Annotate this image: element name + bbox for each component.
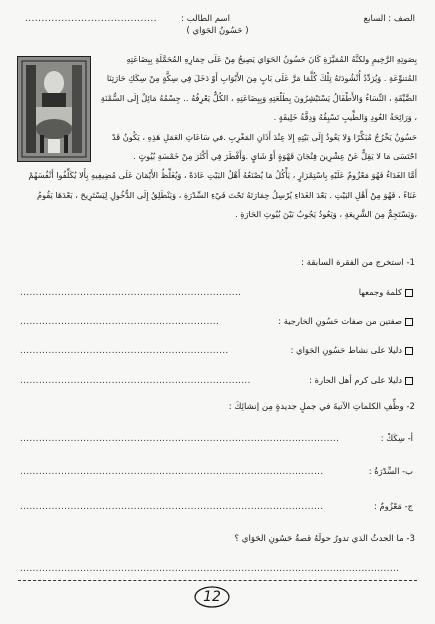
student-name-label: اسم الطالب : <box>181 14 230 24</box>
grade-label: الصف : السابع <box>363 14 415 24</box>
answer-line[interactable]: ........................................................................................................................ <box>20 563 400 573</box>
q1-item-label: صفتين من صفات حَسُونِ الخارجية : <box>278 316 402 326</box>
answer-line[interactable]: ......................................................................... <box>20 375 251 385</box>
question-2-title: 2- وظِّفِ الكلماتِ الآتيةَ في جملٍ جديدةٍ مِن إنشائِكَ : <box>228 402 415 412</box>
passage-paragraph-2: حَسُونُ يَخْرُجُ مُبَكِّرًا وَلا يَعُودُ إِلَى بَيْتِهِ إِلا عِنْدَ أَذَانِ المَغْرِبِ .في سَاعَاتِ العَمَلِ هَذِهِ ، يَكُونُ قَدْ احْتَسَى مَا لا يَقِلُّ عَنْ عِشْرِينَ فِنْجَانَ قَهْوَةٍ أَوْ شَايٍ .وَأَفْطَرَ فِي أَكْثَرَ مِنْ خَمْسَةِ بُيُوتٍ . <box>111 131 417 162</box>
divider <box>18 580 417 581</box>
answer-line[interactable]: ..................................................................................................... <box>20 433 340 443</box>
q2-item <box>20 433 413 447</box>
vendor-donkey-photo-icon <box>18 57 90 161</box>
q1-item-label: دليلا على كرم أهل الحارة : <box>309 375 402 385</box>
answer-line[interactable]: .................................................................. <box>20 345 229 355</box>
q2-item-label: ج- مَعْزُومٌ : <box>374 501 413 511</box>
question-1-title: 1- استخرج من الفقرة السابقة : <box>301 258 415 268</box>
q1-item <box>20 287 413 301</box>
q2-item-label: أ- سِكَكْ : <box>380 433 413 443</box>
page-number-text: 12 <box>203 589 221 605</box>
answer-line[interactable]: ................................................................................................ <box>20 466 324 476</box>
page-number <box>193 586 231 608</box>
q1-item-label: دليلا على نشاط حَسُونِ الحَوَاي : <box>290 345 402 355</box>
q3-answer <box>20 563 413 577</box>
bullet-box-icon <box>405 318 413 326</box>
q1-item <box>20 316 413 330</box>
answer-line[interactable]: ...................................................................... <box>20 287 242 297</box>
answer-line[interactable]: ................................................................................................ <box>20 501 324 511</box>
passage-paragraph-1: بِصَوتِهِ الرَّخِيمِ ولكنَّهُ المُمَيَّزَةِ كَانَ حَسُونُ الحَوَاي يَصِيحُ مِنْ عَلَى حِمَارِهِ المُحَمَّلَةِ بِبِضَاعَتِهِ المُتنوِّعَةِ . وَيُرَدِّدُ أُنْشُودَتَهُ تِلْكَ كُلَّمَا مَرَّ عَلَى بَابٍ مِنَ الأَبْوَابِ أَوْ دَخَلَ فِي سِكَّةٍ مِنْ سِكَكِ حَارَتِنَا الضَّيِّقَةِ ، النِّسَاءُ وَالأَطْفَالُ يَسْتَبْشِرُونَ بِطَلْعَتِهِ وَبِبِضَاعَتِهِ ، الكُلُّ يَعْرِفُهُ .. جِسْمُهُ مَائِلٌ إِلَى السُّمْنَةِ ، وَرَائِحَةُ العُودِ وَالطِّيبِ تَسْبِقُهُ وَدِقَّةُ خَلِيقَةٍ . <box>100 54 417 123</box>
q2-item <box>20 501 413 515</box>
q1-item-label: كلمة وجمعها <box>358 287 402 297</box>
bullet-box-icon <box>405 289 413 297</box>
vendor-photo <box>17 56 91 162</box>
passage-paragraph-3: أَمَّا الغَدَاءُ فَهُوَ مَعْزُومٌ عَلَيْهِ بِاسْتِمْرَارٍ ، يَأْكُلُ مَا يُصْنَعُهُ أَهْلُ البَيْتِ عَادَةً ، وَيُغَلِّظُ الأَيْمَانَ عَلَى مُضِيفِيهِ بِأَلا يُكَلِّفُوا أَنْفُسَهُمْ عَنَاءً ، فَهُوَ مِنْ أَهْلِ البَيْتِ . بَعْدَ الغَدَاءِ يُرْسِلُ حِمَارَتَهُ تَحْتَ فَيْءِ السِّدْرَةِ ، وَيَنْطَلِقُ إِلَى الدُّخُولِ لِيَسْتَرِيحَ ، بَعْدَهَا يَقُومُ ،وَيَسْتَجِمُّ مِنَ الشَّرِيعَةِ ، وَيَعُودُ يَجُوبُ بَيْنَ بُيُوتِ الحَارَةِ . <box>28 170 417 220</box>
question-3-title: 3- ما الحدثُ الذي تدورُ حولَهُ قصةُ حَسُونِ الحَوَاي ؟ <box>234 534 415 544</box>
answer-line[interactable]: ............................................................... <box>20 316 220 326</box>
student-name-dots: ........................................ <box>25 14 158 24</box>
q1-item <box>20 345 413 359</box>
q1-item <box>20 375 413 389</box>
passage-title: ( حَسُونُ الحَوَاي ) <box>186 26 249 36</box>
q2-item <box>20 466 413 480</box>
q2-item-label: ب- السِّدْرَةُ : <box>368 466 413 476</box>
reading-passage <box>17 50 417 225</box>
bullet-box-icon <box>405 347 413 355</box>
bullet-box-icon <box>405 377 413 385</box>
